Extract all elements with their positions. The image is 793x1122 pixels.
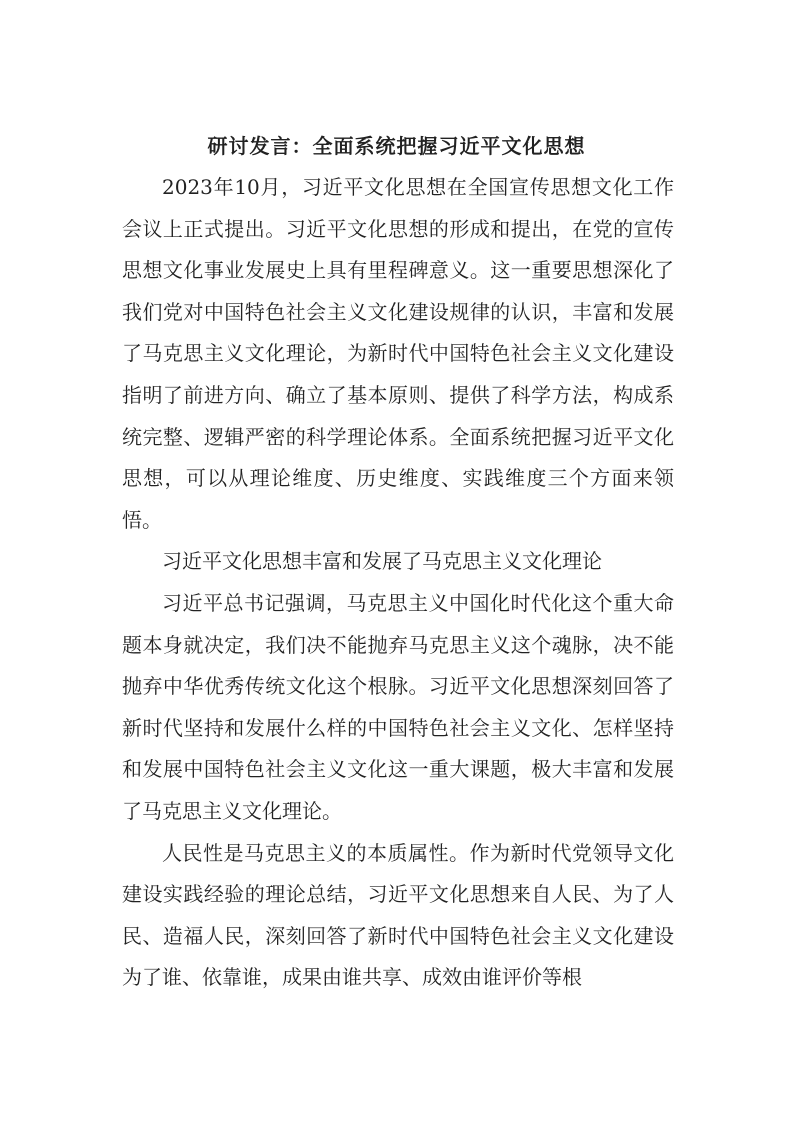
paragraph-intro: 2023年10月，习近平文化思想在全国宣传思想文化工作会议上正式提出。习近平文化思想的形成和提出，在党的宣传思想文化事业发展史上具有里程碑意义。这一重要思想深化了我们党对中国特色社会主义文化建设规律的认识，丰富和发展了马克思主义文化理论，为新时代中国特色社会主义文化建设指明了前进方向、确立了基本原则、提供了科学方法，构成系统完整、逻辑严密的科学理论体系。全面系统把握习近平文化思想，可以从理论维度、历史维度、实践维度三个方面来领悟。 <box>122 175 674 532</box>
paragraph-people-orientation: 人民性是马克思主义的本质属性。作为新时代党领导文化建设实践经验的理论总结，习近平文化思想来自人民、为了人民、造福人民，深刻回答了新时代中国特色社会主义文化建设为了谁、依靠谁，成果由谁共享、成效由谁评价等根 <box>122 840 674 990</box>
document-title: 研讨发言：全面系统把握习近平文化思想 <box>207 134 586 158</box>
section-heading: 习近平文化思想丰富和发展了马克思主义文化理论 <box>162 549 602 574</box>
document-body <box>122 167 674 999</box>
paragraph-two-roots: 习近平总书记强调，马克思主义中国化时代化这个重大命题本身就决定，我们决不能抛弃马克思主义这个魂脉，决不能抛弃中华优秀传统文化这个根脉。习近平文化思想深刻回答了新时代坚持和发展什么样的中国特色社会主义文化、怎样坚持和发展中国特色社会主义文化这一重大课题，极大丰富和发展了马克思主义文化理论。 <box>122 590 674 823</box>
